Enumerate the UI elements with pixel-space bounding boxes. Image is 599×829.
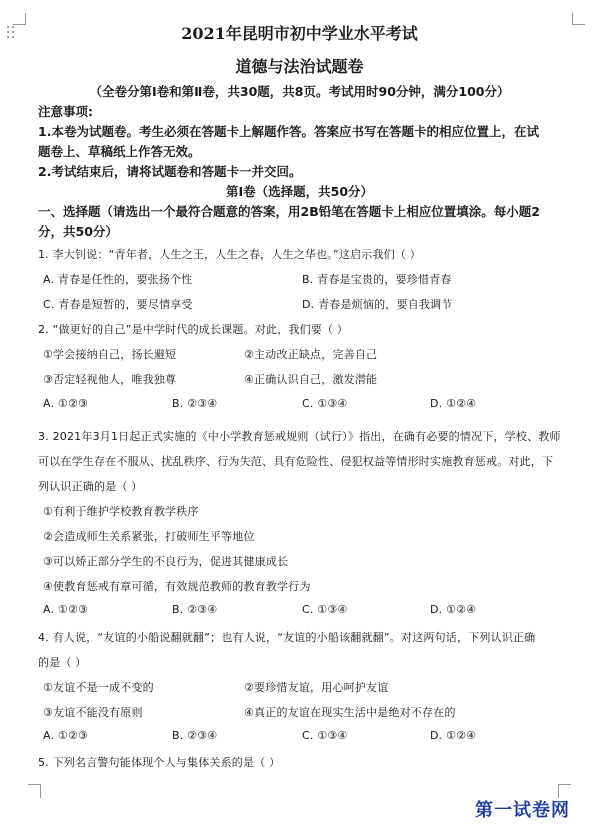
q4-option-a: A. ①②③ <box>43 729 89 742</box>
exam-info: （全卷分第Ⅰ卷和第Ⅱ卷，共30题，共8页。考试用时90分钟，满分100分） <box>89 84 510 99</box>
q1-option-d: D. 青春是烦恼的，要自我调节 <box>302 298 453 311</box>
q3-statement-1: ①有利于维护学校教育教学秩序 <box>43 505 199 518</box>
note-2: 2.考试结束后，请将试题卷和答题卡一并交回。 <box>38 164 302 179</box>
q2-statement-2: ②主动改正缺点，完善自己 <box>244 348 378 361</box>
crop-mark-bottom-right-h <box>558 784 571 785</box>
exam-title: 2021年昆明市初中学业水平考试 <box>181 24 418 43</box>
notes-heading: 注意事项: <box>38 104 93 119</box>
q3-stem-line-1: 3. 2021年3月1日起正式实施的《中小学教育惩戒规则（试行）》指出，在确有必要的情况下，学校、教师 <box>38 430 561 443</box>
q4-stem-line-1: 4. 有人说，“友谊的小船说翻就翻”；也有人说，“友谊的小船该翻就翻”。对这两句话，下列认识正确 <box>38 631 536 644</box>
q3-option-c: C. ①③④ <box>302 603 348 616</box>
q1-option-c: C. 青春是短暂的，要尽情享受 <box>43 298 193 311</box>
q3-statement-2: ②会造成师生关系紧张，打破师生平等地位 <box>43 530 255 543</box>
q3-statement-4: ④使教育惩戒有章可循，有效规范教师的教育教学行为 <box>43 580 311 593</box>
q4-stem-line-2: 的是（ ） <box>38 656 87 669</box>
q2-option-a: A. ①②③ <box>43 397 89 410</box>
q3-option-a: A. ①②③ <box>43 603 89 616</box>
q3-statement-3: ③可以矫正部分学生的不良行为，促进其健康成长 <box>43 555 289 568</box>
q1-stem: 1. 李大钊说：“青年者，人生之王，人生之春，人生之华也。”这启示我们（ ） <box>38 248 421 261</box>
q2-option-b: B. ②③④ <box>172 397 218 410</box>
q4-statement-2: ②要珍惜友谊，用心呵护友谊 <box>244 681 389 694</box>
note-1-line-2: 题卷上、草稿纸上作答无效。 <box>38 144 201 159</box>
q3-option-b: B. ②③④ <box>172 603 218 616</box>
q2-option-c: C. ①③④ <box>302 397 348 410</box>
part1-instructions-line-2: 分，共50分） <box>38 224 118 239</box>
q4-option-b: B. ②③④ <box>172 729 218 742</box>
watermark-logo: 第一试卷网 <box>475 800 570 821</box>
q3-stem-line-2: 可以在学生存在不服从、扰乱秩序、行为失范、具有危险性、侵犯权益等情形时实施教育惩戒。对此，下 <box>38 455 554 468</box>
q4-option-c: C. ①③④ <box>302 729 348 742</box>
q2-statement-4: ④正确认识自己，激发潜能 <box>244 373 378 386</box>
q1-option-b: B. 青春是宝贵的，要珍惜青春 <box>302 273 452 286</box>
q3-option-d: D. ①②④ <box>430 603 477 616</box>
exam-subtitle: 道德与法治试题卷 <box>235 57 364 76</box>
q2-option-d: D. ①②④ <box>430 397 477 410</box>
q5-stem: 5. 下列名言警句能体现个人与集体关系的是（ ） <box>38 756 281 769</box>
crop-mark-bottom-left-h <box>28 784 41 785</box>
q3-stem-line-3: 列认识正确的是（ ） <box>38 480 143 493</box>
part1-heading: 第Ⅰ卷（选择题，共50分） <box>225 184 374 199</box>
q2-statement-3: ③否定轻视他人，唯我独尊 <box>43 373 177 386</box>
note-1-line-1: 1.本卷为试题卷。考生必须在答题卡上解题作答。答案应书写在答题卡的相应位置上，在试 <box>38 124 539 139</box>
q1-option-a: A. 青春是任性的，要张扬个性 <box>43 273 193 286</box>
q4-statement-3: ③友谊不能没有原则 <box>43 706 143 719</box>
crop-mark-bottom-left <box>40 784 41 798</box>
part1-instructions-line-1: 一、选择题（请选出一个最符合题意的答案，用2B铅笔在答题卡上相应位置填涂。每小题2 <box>38 204 540 219</box>
q4-statement-4: ④真正的友谊在现实生活中是绝对不存在的 <box>244 706 456 719</box>
q2-stem: 2. “做更好的自己”是中学时代的成长课题。对此，我们要（ ） <box>38 323 349 336</box>
q4-option-d: D. ①②④ <box>430 729 477 742</box>
q4-statement-1: ①友谊不是一成不变的 <box>43 681 154 694</box>
q2-statement-1: ①学会接纳自己，扬长避短 <box>43 348 177 361</box>
